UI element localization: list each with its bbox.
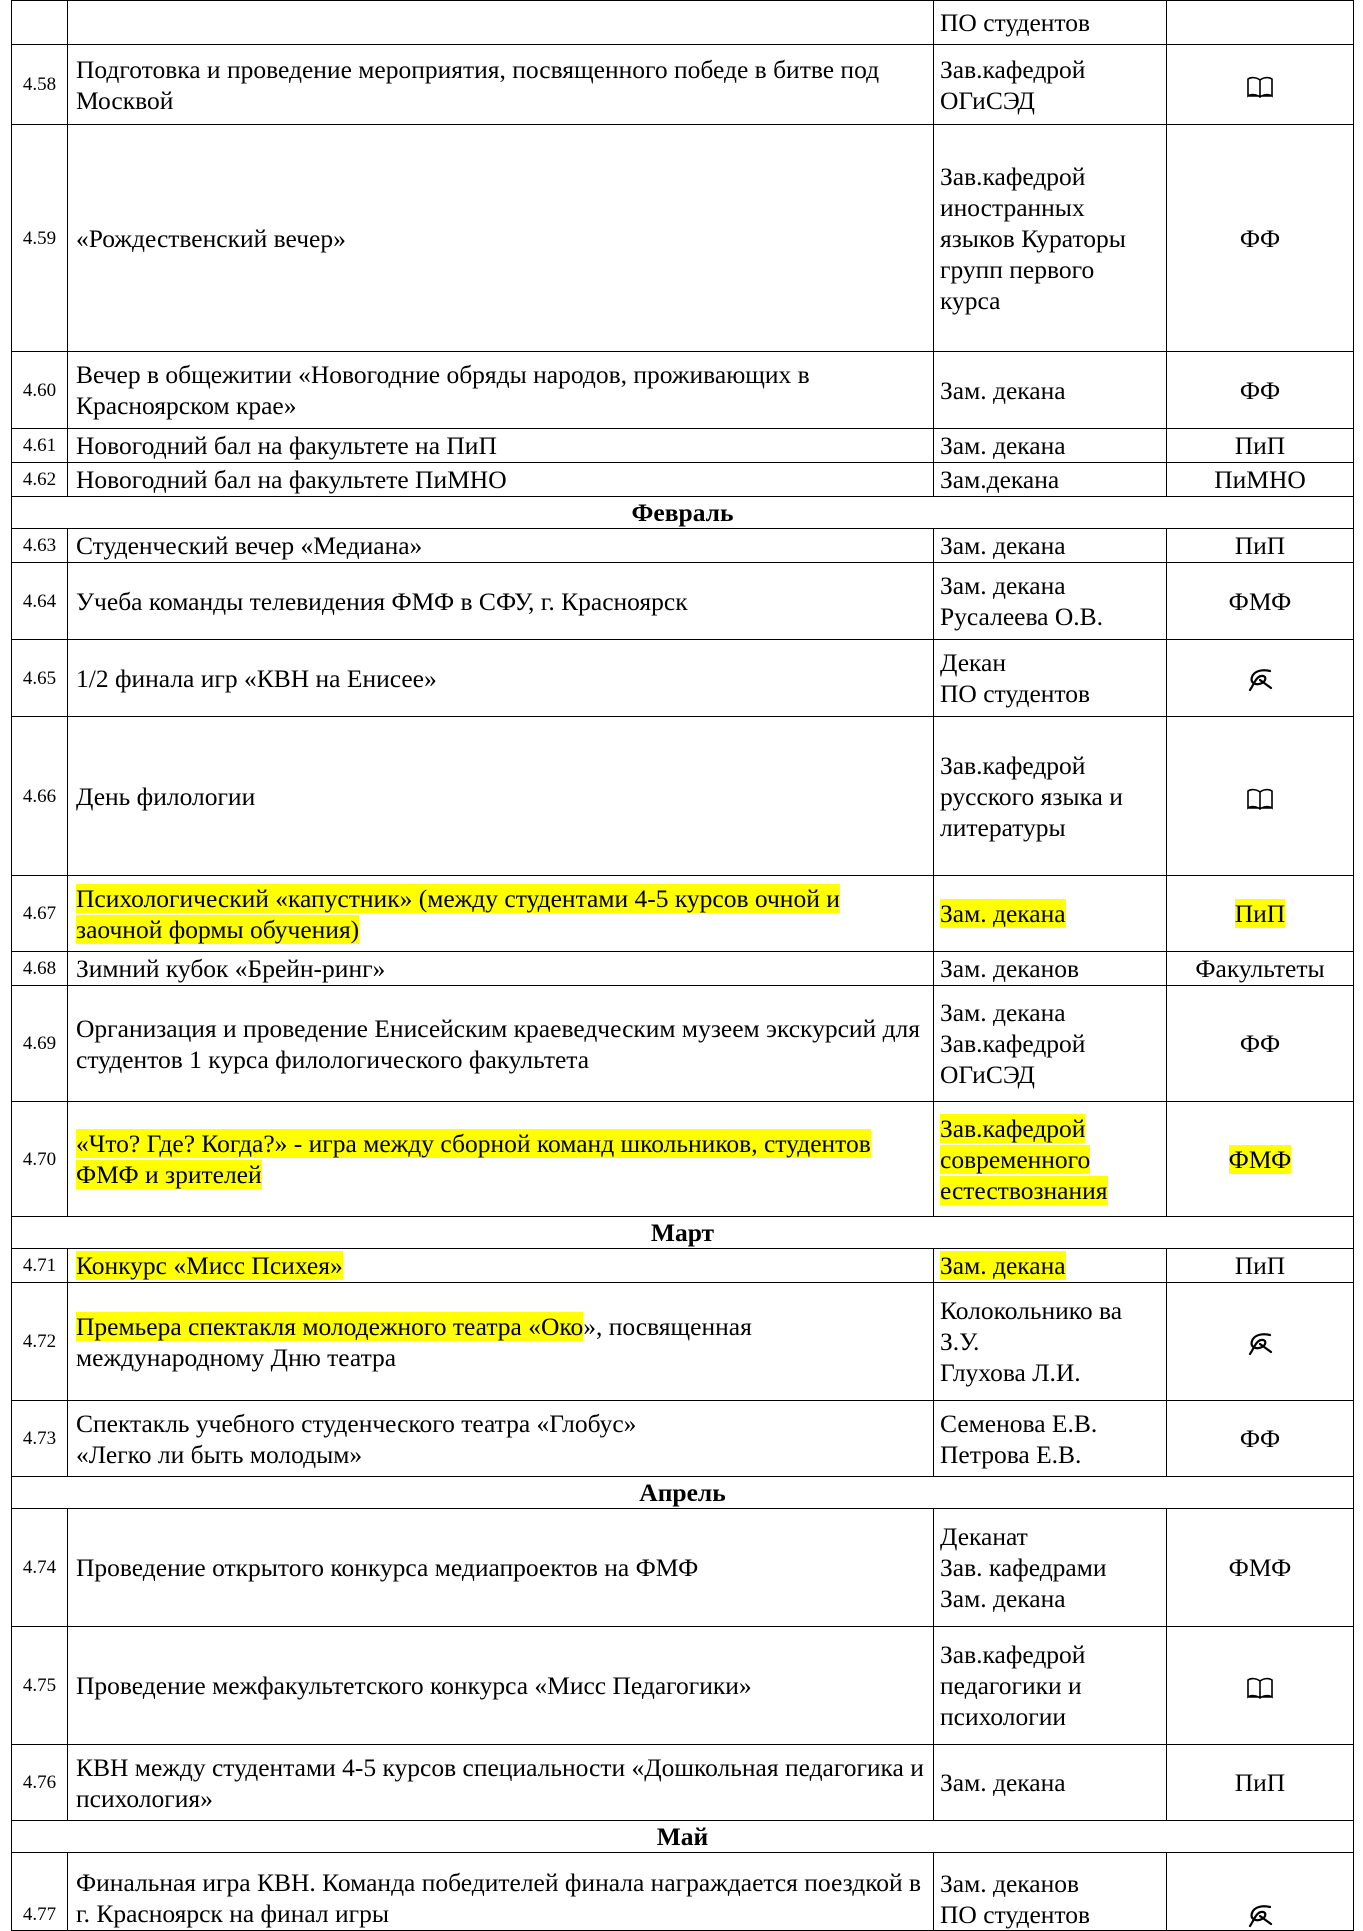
responsible-line: Зам. деканов bbox=[940, 1869, 1080, 1898]
faculty-cell: ФФ bbox=[1167, 352, 1354, 429]
faculty-cell bbox=[1167, 1102, 1354, 1217]
highlighted-text: ПиП bbox=[1234, 899, 1286, 928]
number-cell: 4.58 bbox=[12, 45, 68, 125]
responsible-line: Зав. кафедрами bbox=[940, 1553, 1107, 1582]
event-cell bbox=[68, 1, 934, 45]
responsible-line: Русалеева О.В. bbox=[940, 602, 1104, 631]
events-table bbox=[11, 0, 1354, 1931]
highlighted-text: «Что? Где? Когда?» - игра между сборной команд школьников, студентов ФМФ и зрителей bbox=[76, 1129, 871, 1189]
number-cell: 4.61 bbox=[12, 429, 68, 463]
number-cell: 4.60 bbox=[12, 352, 68, 429]
table-row bbox=[12, 717, 1354, 876]
responsible-cell bbox=[934, 1102, 1167, 1217]
responsible-cell: Зав.кафедрой русского языка и литературы bbox=[934, 717, 1167, 876]
table-row bbox=[12, 1, 1354, 45]
month-row bbox=[12, 1217, 1354, 1249]
signature-icon bbox=[1246, 1902, 1274, 1930]
faculty-cell bbox=[1167, 717, 1354, 876]
number-cell: 4.72 bbox=[12, 1283, 68, 1401]
number-cell: 4.74 bbox=[12, 1509, 68, 1627]
table-row bbox=[12, 1283, 1354, 1401]
faculty-cell bbox=[1167, 1283, 1354, 1401]
event-line: «Легко ли быть молодым» bbox=[76, 1439, 363, 1469]
table-row bbox=[12, 986, 1354, 1102]
table-row bbox=[12, 1401, 1354, 1477]
table-row bbox=[12, 352, 1354, 429]
responsible-cell bbox=[934, 1401, 1167, 1477]
month-heading: Февраль bbox=[12, 497, 1354, 529]
number-cell: 4.64 bbox=[12, 563, 68, 640]
faculty-cell: ПиМНО bbox=[1167, 463, 1354, 497]
responsible-cell: Зав.кафедрой ОГиСЭД bbox=[934, 45, 1167, 125]
event-cell: Вечер в общежитии «Новогодние обряды народов, проживающих в Красноярском крае» bbox=[68, 352, 934, 429]
faculty-cell bbox=[1167, 876, 1354, 952]
book-icon bbox=[1247, 76, 1273, 98]
responsible-cell: Зав.кафедрой иностранных языков Кураторы групп первого курса bbox=[934, 125, 1167, 352]
event-cell: Учеба команды телевидения ФМФ в СФУ, г. Красноярск bbox=[68, 563, 934, 640]
event-cell: Новогодний бал на факультете на ПиП bbox=[68, 429, 934, 463]
responsible-cell bbox=[934, 1, 1167, 45]
table-row bbox=[12, 429, 1354, 463]
month-heading: Апрель bbox=[12, 1477, 1354, 1509]
responsible-cell: Зам. деканов bbox=[934, 952, 1167, 986]
table-row bbox=[12, 640, 1354, 717]
faculty-cell: ПиП bbox=[1167, 1745, 1354, 1821]
responsible-line: Зам. декана bbox=[940, 571, 1066, 600]
responsible-line: Зам. декана bbox=[940, 1584, 1066, 1613]
events-table-container bbox=[11, 0, 1353, 1931]
responsible-cell bbox=[934, 563, 1167, 640]
faculty-cell: ФФ bbox=[1167, 1401, 1354, 1477]
number-cell: 4.66 bbox=[12, 717, 68, 876]
highlighted-text: Зам. декана bbox=[940, 899, 1066, 928]
faculty-cell: Факультеты bbox=[1167, 952, 1354, 986]
table-row bbox=[12, 529, 1354, 563]
number-cell: 4.59 bbox=[12, 125, 68, 352]
table-row bbox=[12, 876, 1354, 952]
number-cell: 4.65 bbox=[12, 640, 68, 717]
event-cell: Зимний кубок «Брейн-ринг» bbox=[68, 952, 934, 986]
highlighted-text: Премьера спектакля молодежного театра «Око bbox=[76, 1311, 584, 1341]
responsible-line: Семенова Е.В. bbox=[940, 1408, 1098, 1438]
responsible-line: ПО студентов bbox=[940, 1900, 1091, 1929]
number-cell: 4.70 bbox=[12, 1102, 68, 1217]
event-cell: День филологии bbox=[68, 717, 934, 876]
responsible-cell bbox=[934, 876, 1167, 952]
responsible-cell bbox=[934, 1283, 1167, 1401]
responsible-line: Декан bbox=[940, 648, 1006, 677]
faculty-cell bbox=[1167, 1627, 1354, 1745]
responsible-cell: Зам. декана bbox=[934, 529, 1167, 563]
faculty-cell: ПиП bbox=[1167, 1249, 1354, 1283]
responsible-line: Глухова Л.И. bbox=[940, 1358, 1081, 1387]
number-cell: 4.77 bbox=[12, 1853, 68, 1931]
table-row bbox=[12, 1627, 1354, 1745]
responsible-cell: Зам. декана bbox=[934, 1745, 1167, 1821]
responsible-line: ПО студентов bbox=[940, 679, 1091, 708]
event-cell bbox=[68, 1283, 934, 1401]
number-cell: 4.71 bbox=[12, 1249, 68, 1283]
table-row bbox=[12, 125, 1354, 352]
highlighted-text: Психологический «капустник» (между студентами 4-5 курсов очной и заочной формы обучения) bbox=[76, 883, 840, 944]
event-cell bbox=[68, 1249, 934, 1283]
faculty-cell bbox=[1167, 45, 1354, 125]
faculty-cell: ФФ bbox=[1167, 986, 1354, 1102]
event-cell: Новогодний бал на факультете ПиМНО bbox=[68, 463, 934, 497]
number-cell: 4.63 bbox=[12, 529, 68, 563]
month-row bbox=[12, 1821, 1354, 1853]
table-row bbox=[12, 1102, 1354, 1217]
number-cell bbox=[12, 1, 68, 45]
event-text: », посвященная международному Дню театра bbox=[76, 1311, 752, 1372]
responsible-cell: Зам. декана bbox=[934, 352, 1167, 429]
faculty-cell: ФМФ bbox=[1167, 1509, 1354, 1627]
responsible-cell bbox=[934, 1249, 1167, 1283]
event-line: Спектакль учебного студенческого театра «Глобус» bbox=[76, 1408, 637, 1438]
faculty-cell: ФМФ bbox=[1167, 563, 1354, 640]
month-heading: Май bbox=[12, 1821, 1354, 1853]
responsible-line: Зав.кафедрой ОГиСЭД bbox=[940, 1029, 1086, 1089]
signature-icon bbox=[1246, 666, 1274, 694]
number-cell: 4.73 bbox=[12, 1401, 68, 1477]
highlighted-text: Зав.кафедрой современного естествознания bbox=[940, 1113, 1108, 1205]
responsible-cell bbox=[934, 986, 1167, 1102]
event-cell: Проведение открытого конкурса медиапроектов на ФМФ bbox=[68, 1509, 934, 1627]
faculty-cell: ПиП bbox=[1167, 429, 1354, 463]
highlighted-text: Конкурс «Мисс Психея» bbox=[76, 1251, 343, 1280]
responsible-line: Деканат bbox=[940, 1522, 1028, 1551]
responsible-text: ПО студентов bbox=[940, 8, 1091, 37]
responsible-cell: Зав.кафедрой педагогики и психологии bbox=[934, 1627, 1167, 1745]
month-row bbox=[12, 1477, 1354, 1509]
number-cell: 4.75 bbox=[12, 1627, 68, 1745]
event-cell: Проведение межфакультетского конкурса «Мисс Педагогики» bbox=[68, 1627, 934, 1745]
event-cell bbox=[68, 1102, 934, 1217]
book-icon bbox=[1247, 788, 1273, 810]
responsible-line: Петрова Е.В. bbox=[940, 1439, 1082, 1469]
number-cell: 4.69 bbox=[12, 986, 68, 1102]
number-cell: 4.62 bbox=[12, 463, 68, 497]
table-row bbox=[12, 1745, 1354, 1821]
faculty-cell bbox=[1167, 1, 1354, 45]
event-cell bbox=[68, 876, 934, 952]
number-cell: 4.68 bbox=[12, 952, 68, 986]
book-icon bbox=[1247, 1677, 1273, 1699]
faculty-cell: ФФ bbox=[1167, 125, 1354, 352]
responsible-cell: Зам. декана bbox=[934, 429, 1167, 463]
table-row bbox=[12, 463, 1354, 497]
faculty-cell bbox=[1167, 640, 1354, 717]
responsible-cell: Зам.декана bbox=[934, 463, 1167, 497]
responsible-line: Колокольнико ва З.У. bbox=[940, 1296, 1123, 1356]
faculty-cell: ПиП bbox=[1167, 529, 1354, 563]
table-row bbox=[12, 1249, 1354, 1283]
number-cell: 4.76 bbox=[12, 1745, 68, 1821]
month-row bbox=[12, 497, 1354, 529]
table-row bbox=[12, 952, 1354, 986]
event-cell: Организация и проведение Енисейским краеведческим музеем экскурсий для студентов 1 курса филологического факультета bbox=[68, 986, 934, 1102]
number-cell: 4.67 bbox=[12, 876, 68, 952]
highlighted-text: Зам. декана bbox=[940, 1251, 1066, 1280]
table-row bbox=[12, 563, 1354, 640]
highlighted-text: ФМФ bbox=[1228, 1144, 1292, 1174]
event-cell: Финальная игра КВН. Команда победителей финала награждается поездкой в г. Красноярск на финал игры bbox=[68, 1853, 934, 1931]
event-cell bbox=[68, 1401, 934, 1477]
responsible-cell bbox=[934, 640, 1167, 717]
responsible-cell bbox=[934, 1509, 1167, 1627]
table-row bbox=[12, 1509, 1354, 1627]
event-cell: Подготовка и проведение мероприятия, посвященного победе в битве под Москвой bbox=[68, 45, 934, 125]
event-cell: Студенческий вечер «Медиана» bbox=[68, 529, 934, 563]
signature-icon bbox=[1246, 1330, 1274, 1358]
event-cell: КВН между студентами 4-5 курсов специальности «Дошкольная педагогика и психология» bbox=[68, 1745, 934, 1821]
month-heading: Март bbox=[12, 1217, 1354, 1249]
responsible-line: Зам. декана bbox=[940, 998, 1066, 1027]
event-cell: «Рождественский вечер» bbox=[68, 125, 934, 352]
table-row bbox=[12, 45, 1354, 125]
event-cell: 1/2 финала игр «КВН на Енисее» bbox=[68, 640, 934, 717]
